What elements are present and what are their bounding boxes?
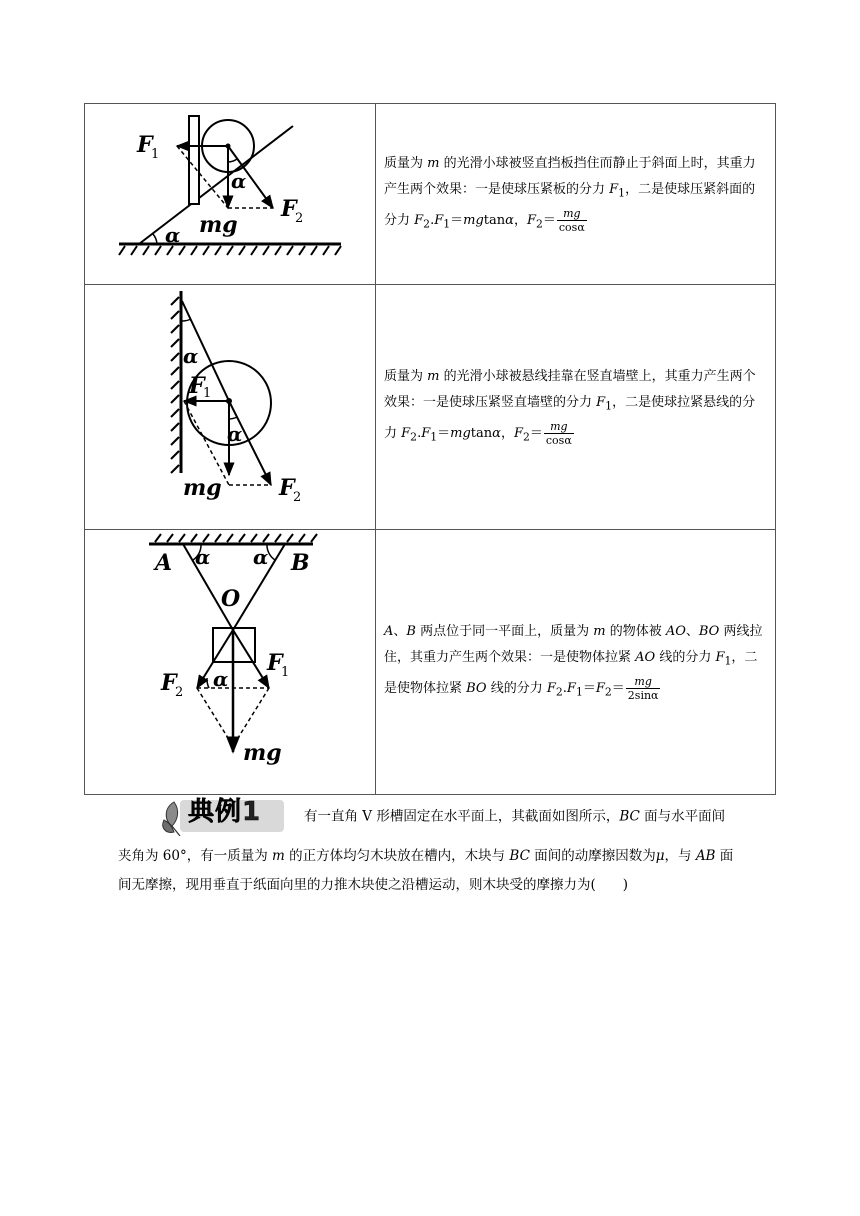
- label-f1: F: [137, 132, 153, 158]
- var-mg: mg: [450, 425, 471, 441]
- label-f2-sub: 2: [293, 490, 302, 505]
- figure-wall-string: [85, 285, 376, 530]
- figure-two-strings: [85, 530, 376, 795]
- var-m: m: [427, 368, 440, 384]
- forces-table: [84, 103, 776, 795]
- subscript: 2: [555, 685, 563, 699]
- explanation-incline: [376, 104, 776, 285]
- incline-diagram: [85, 104, 375, 284]
- label-b: B: [291, 550, 310, 576]
- text: 线的分力: [655, 649, 716, 665]
- subscript: 1: [430, 430, 438, 444]
- label-f2: F: [281, 196, 297, 222]
- label-f1: F: [267, 650, 283, 676]
- subscript: 1: [443, 217, 451, 231]
- var-f: F: [414, 212, 424, 228]
- text: .: [562, 680, 567, 696]
- example-badge: [160, 792, 288, 842]
- equals: ＝: [542, 212, 556, 228]
- table-row: [85, 104, 776, 285]
- subscript: 1: [605, 399, 613, 413]
- var-mg: mg: [463, 212, 484, 228]
- var-f: F: [513, 425, 523, 441]
- func-tan: tan: [483, 212, 506, 228]
- equals: ＝: [611, 680, 625, 696]
- comma: ，: [513, 212, 527, 228]
- subscript: 1: [618, 186, 626, 200]
- text: 的正方体均匀木块放在槽内，木块与: [284, 848, 510, 864]
- text: 面间无摩擦，现用垂直于纸面向里的力推木块使之沿槽运动，则木块受的摩擦力为( ): [118, 848, 734, 893]
- var-f: F: [434, 212, 444, 228]
- wall-diagram: [85, 285, 375, 529]
- label-o: O: [221, 586, 241, 612]
- var-f: F: [566, 680, 576, 696]
- text: 面与水平面间夹角为 60°，有一质量为: [118, 808, 726, 864]
- equals: ＝: [450, 212, 464, 228]
- text: 的光滑小球被悬线挂靠在竖直墙壁上，其重力产生两个效果：一是使球压紧竖直墙壁的分力: [384, 368, 756, 410]
- text: 、: [393, 623, 407, 639]
- text: 、: [685, 623, 699, 639]
- var-bc: BC: [619, 808, 640, 825]
- text: .: [417, 425, 422, 441]
- fraction: [626, 675, 661, 702]
- label-alpha-top: α: [183, 344, 199, 368]
- label-mg: mg: [199, 212, 238, 238]
- fraction-numerator: mg: [557, 207, 587, 221]
- badge-label: 典例1: [188, 797, 262, 827]
- var-bo: BO: [698, 623, 720, 639]
- equals: ＝: [437, 425, 451, 441]
- var-alpha: α: [492, 425, 501, 441]
- var-f: F: [609, 181, 619, 197]
- label-f1-sub: 1: [281, 665, 290, 680]
- var-f: F: [421, 425, 431, 441]
- example-paragraph: [118, 792, 738, 900]
- table-row: [85, 285, 776, 530]
- text: 的光滑小球被竖直挡板挡住而静止于斜面上时，其重力产生两个效果：一是使球压紧板的分力: [384, 155, 756, 197]
- text: 的物体被: [605, 623, 666, 639]
- var-bo: BO: [466, 680, 487, 696]
- equals: ＝: [529, 425, 543, 441]
- var-m: m: [427, 155, 440, 171]
- var-m: m: [593, 623, 606, 639]
- var-alpha: α: [505, 212, 514, 228]
- var-ab: AB: [695, 848, 716, 864]
- text: 有一直角 V 形槽固定在水平面上，其截面如图所示，: [304, 808, 620, 825]
- text: 两点位于同一平面上，质量为: [415, 623, 594, 639]
- var-ao: AO: [635, 649, 656, 665]
- text: 线的分力: [486, 680, 547, 696]
- subscript: 1: [724, 654, 732, 668]
- explanation-wall: [376, 285, 776, 530]
- var-f: F: [401, 425, 411, 441]
- var-b: B: [406, 623, 416, 639]
- label-alpha-bottom: α: [213, 667, 229, 691]
- var-ao: AO: [665, 623, 686, 639]
- label-f2: F: [161, 670, 177, 696]
- var-f: F: [595, 680, 605, 696]
- fraction-numerator: mg: [544, 420, 574, 434]
- equals: ＝: [582, 680, 596, 696]
- text: ，二是使物体拉紧: [384, 649, 758, 696]
- text: 两线拉住，其重力产生两个效果：一是使物体拉紧: [384, 623, 763, 665]
- var-a: A: [384, 623, 394, 639]
- var-f: F: [715, 649, 725, 665]
- label-f2: F: [279, 475, 295, 501]
- label-f2-sub: 2: [175, 685, 184, 700]
- text: 面间的动摩擦因数为: [529, 848, 656, 864]
- label-mg: mg: [183, 475, 222, 501]
- var-f: F: [546, 680, 556, 696]
- subscript: 1: [575, 685, 583, 699]
- comma: ，: [500, 425, 514, 441]
- text: 质量为: [384, 155, 428, 171]
- text: ，与: [664, 848, 696, 864]
- text: 质量为: [384, 368, 428, 384]
- fraction-denominator: 2sinα: [627, 688, 659, 702]
- fraction-numerator: mg: [626, 675, 661, 689]
- fraction: [557, 207, 587, 234]
- fraction-denominator: cosα: [545, 433, 572, 447]
- label-f1-sub: 1: [203, 386, 212, 401]
- func-tan: tan: [470, 425, 493, 441]
- var-m: m: [272, 848, 285, 864]
- var-f: F: [526, 212, 536, 228]
- label-alpha-right: α: [253, 545, 269, 569]
- var-f: F: [596, 394, 606, 410]
- var-bc: BC: [509, 848, 530, 864]
- label-alpha-top: α: [231, 169, 247, 193]
- fraction-denominator: cosα: [558, 220, 585, 234]
- text: .: [430, 212, 435, 228]
- table-row: [85, 530, 776, 795]
- subscript: 2: [535, 217, 543, 231]
- label-f2-sub: 2: [295, 211, 304, 226]
- text: ，二是使球拉紧悬线的分力: [384, 394, 756, 441]
- explanation-two-strings: [376, 530, 776, 795]
- two-strings-diagram: [85, 530, 375, 794]
- label-f1-sub: 1: [151, 147, 160, 162]
- subscript: 2: [604, 685, 612, 699]
- subscript: 2: [423, 217, 431, 231]
- subscript: 2: [410, 430, 418, 444]
- label-alpha-left: α: [195, 545, 211, 569]
- var-mu: μ: [655, 848, 665, 864]
- label-a: A: [155, 550, 173, 576]
- figure-incline-board: [85, 104, 376, 285]
- subscript: 2: [522, 430, 530, 444]
- label-alpha-bottom: α: [227, 422, 243, 446]
- label-mg: mg: [243, 740, 282, 766]
- text: ，二是使球压紧斜面的分力: [384, 181, 756, 228]
- fraction: [544, 420, 574, 447]
- label-f1: F: [189, 373, 205, 399]
- label-alpha-bottom: α: [165, 223, 181, 247]
